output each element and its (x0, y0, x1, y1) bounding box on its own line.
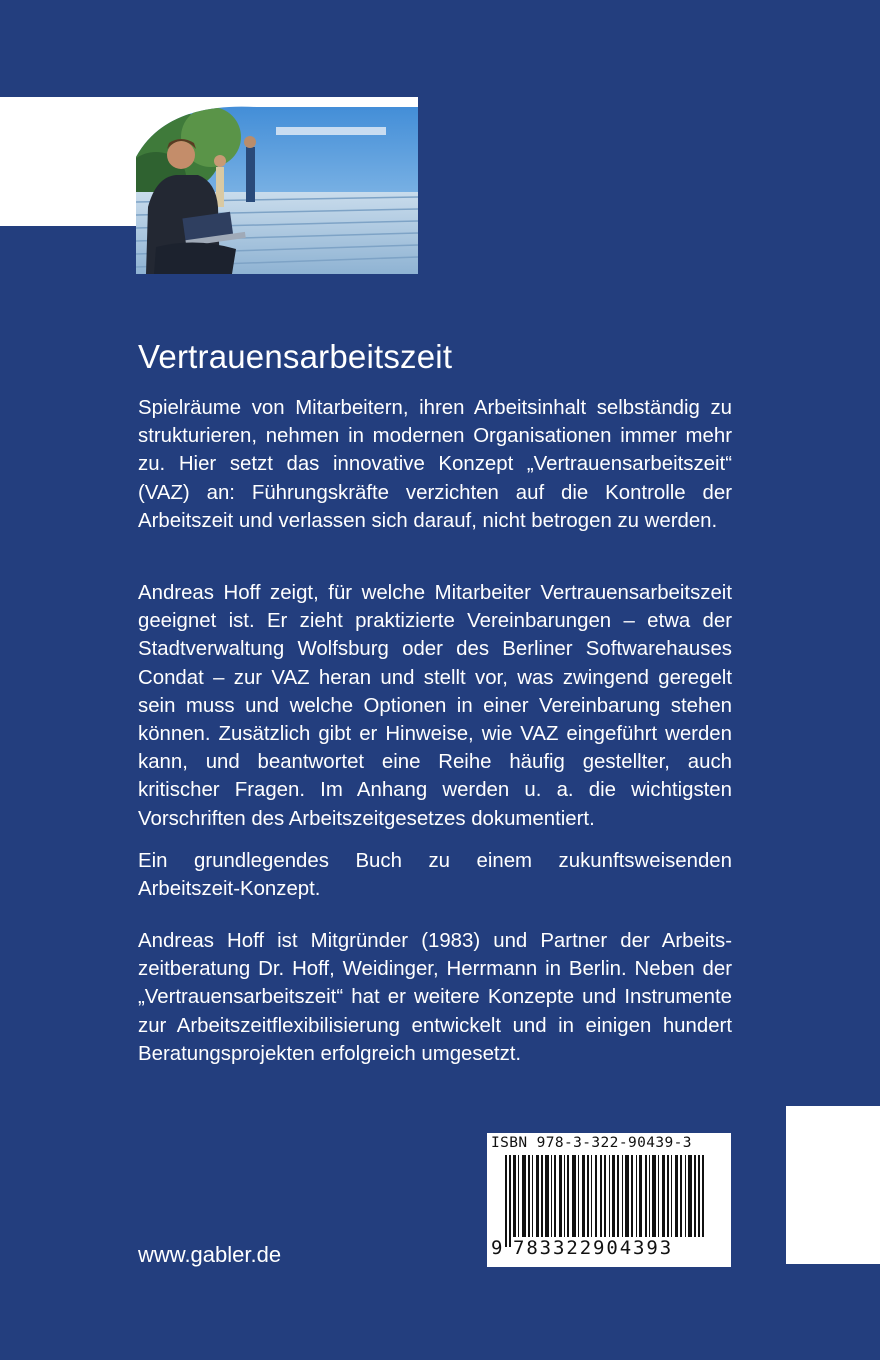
paragraph-text: Andreas Hoff ist Mitgründer (1983) und Partner der Arbeitszeitberatung Dr. Hoff, Weidinger, Herrmann in Berlin. Neben der „Vertrauensarbeitszeit“ hat er weitere Konzepte und Instrumente zur Arbeitszeitflexibilisierung entwickelt und in einigen hundert Beratungsprojekten erfolgreich umgesetzt. (138, 930, 732, 1065)
isbn-barcode (487, 1133, 731, 1267)
paragraph-text: Spielräume von Mitarbeitern, ihren Arbeitsinhalt selbständig zu strukturieren, nehmen in modernen Organisationen immer mehr zu. Hier setzt das innovative Konzept „Vertrauensarbeitszeit“ (VAZ) an: Führungskräfte verzichten auf die Kontrolle der Arbeitszeit und verlassen sich darauf, nicht betrogen zu werden. (138, 397, 732, 532)
description-paragraph-3 (138, 847, 732, 903)
isbn-label: ISBN 978-3-322-90439-3 (491, 1135, 692, 1151)
barcode-digits: 783322904393 (511, 1237, 727, 1259)
barcode-leading-digit: 9 (491, 1237, 503, 1259)
author-bio-paragraph (138, 927, 732, 1068)
description-paragraph-1 (138, 394, 732, 535)
book-title: Vertrauensarbeitszeit (138, 338, 453, 375)
cover-photo (136, 97, 418, 274)
publisher-website: www.gabler.de (138, 1242, 282, 1267)
description-paragraph-2 (138, 579, 732, 833)
paragraph-text: Andreas Hoff zeigt, für welche Mitarbeiter Vertrauensarbeitszeit geeignet ist. Er zieht praktizierte Vereinbarungen – etwa der Stadtverwaltung Wolfsburg oder des Berliner Softwarehauses Condat – zur VAZ heran und stellt vor, was zwingend geregelt sein muss und welche Optionen in einer Vereinbarung stehen können. Zusätzlich gibt er Hinweise, wie VAZ eingeführt werden kann, und beantwortet eine Reihe häufig gestellter, auch kritischer Fragen. Im Anhang werden u. a. die wichtigsten Vorschriften des Arbeitszeitgesetzes dokumentiert. (138, 582, 732, 830)
cover-photo-illustration (136, 97, 418, 274)
barcode-bars (495, 1155, 723, 1247)
paragraph-text: Ein grundlegendes Buch zu einem zukunftsweisenden Arbeitszeit-Konzept. (138, 850, 732, 901)
decorative-white-band (0, 97, 140, 226)
decorative-white-block (786, 1106, 880, 1264)
